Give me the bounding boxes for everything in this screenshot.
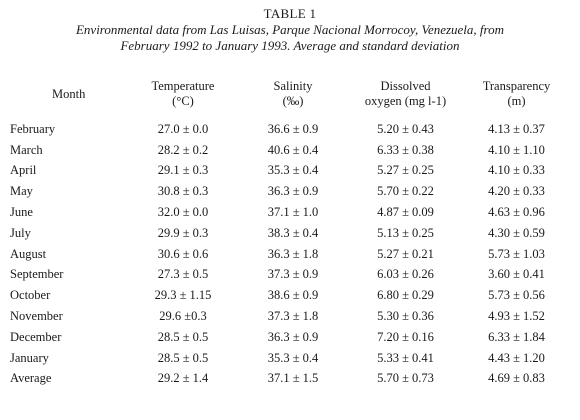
transparency-cell: 6.33 ± 1.84: [488, 329, 545, 344]
salinity-cell: 35.3 ± 0.4: [267, 163, 319, 178]
header-transparency: [463, 79, 570, 119]
temperature-cell: 30.6 ± 0.6: [157, 246, 209, 261]
table-body: [10, 119, 570, 389]
row-month: January: [10, 350, 49, 365]
temperature-cell: 29.6 ±0.3: [159, 309, 207, 324]
row-month: November: [10, 309, 63, 324]
row-month: December: [10, 329, 62, 344]
average-row: [10, 369, 570, 390]
salinity-cell: 36.6 ± 0.9: [267, 121, 319, 136]
temperature-cell: 27.3 ± 0.5: [157, 267, 209, 282]
transparency-cell: 4.10 ± 0.33: [488, 163, 545, 178]
oxygen-cell: 6.80 ± 0.29: [377, 288, 434, 303]
salinity-cell: 37.1 ± 1.5: [267, 371, 319, 386]
temperature-cell: 28.2 ± 0.2: [157, 142, 209, 157]
header-transparency-label: Transparency: [482, 79, 551, 93]
salinity-cell: 37.3 ± 0.9: [267, 267, 319, 282]
table-label: TABLE 1: [263, 6, 317, 21]
header-oxygen-label: Dissolved: [380, 79, 431, 93]
table-row: [10, 119, 570, 140]
oxygen-cell: 5.27 ± 0.25: [377, 163, 434, 178]
transparency-cell: 4.43 ± 1.20: [488, 350, 545, 365]
header-transparency-unit: (m): [507, 94, 526, 108]
transparency-cell: 3.60 ± 0.41: [488, 267, 545, 282]
header-salinity-unit: (‰): [282, 94, 304, 108]
transparency-cell: 4.10 ± 1.10: [488, 142, 545, 157]
header-temperature: [128, 79, 238, 119]
salinity-cell: 36.3 ± 1.8: [267, 246, 319, 261]
environmental-data-table: [10, 79, 570, 389]
row-month: February: [10, 121, 56, 136]
oxygen-cell: 6.33 ± 0.38: [377, 142, 434, 157]
header-temperature-label: Temperature: [151, 79, 215, 93]
row-month: September: [10, 267, 64, 282]
temperature-cell: 29.9 ± 0.3: [157, 225, 209, 240]
oxygen-cell: 4.87 ± 0.09: [377, 205, 434, 220]
transparency-cell: 5.73 ± 0.56: [488, 288, 545, 303]
temperature-cell: 29.1 ± 0.3: [157, 163, 209, 178]
table-row: [10, 327, 570, 348]
table-row: [10, 202, 570, 223]
transparency-cell: 5.73 ± 1.03: [488, 246, 545, 261]
transparency-cell: 4.69 ± 0.83: [488, 371, 545, 386]
transparency-cell: 4.20 ± 0.33: [488, 184, 545, 199]
header-salinity: [238, 79, 348, 119]
temperature-cell: 29.3 ± 1.15: [154, 288, 212, 303]
table-caption: [0, 6, 580, 54]
temperature-cell: 30.8 ± 0.3: [157, 184, 209, 199]
salinity-cell: 35.3 ± 0.4: [267, 350, 319, 365]
oxygen-cell: 6.03 ± 0.26: [377, 267, 434, 282]
transparency-cell: 4.93 ± 1.52: [488, 309, 545, 324]
oxygen-cell: 5.33 ± 0.41: [377, 350, 434, 365]
row-month: April: [10, 163, 37, 178]
salinity-cell: 36.3 ± 0.9: [267, 329, 319, 344]
table-row: [10, 285, 570, 306]
header-row: [10, 79, 570, 119]
table-row: [10, 244, 570, 265]
header-month-label: Month: [52, 87, 86, 101]
salinity-cell: 37.1 ± 1.0: [267, 205, 319, 220]
caption-line-1: Environmental data from Las Luisas, Parque Nacional Morrocoy, Venezuela, from: [75, 22, 505, 37]
temperature-cell: 28.5 ± 0.5: [157, 329, 209, 344]
table-row: [10, 181, 570, 202]
table-row: [10, 140, 570, 161]
row-month: May: [10, 184, 33, 199]
transparency-cell: 4.63 ± 0.96: [488, 205, 545, 220]
table-row: [10, 223, 570, 244]
salinity-cell: 40.6 ± 0.4: [267, 142, 319, 157]
row-month: October: [10, 288, 51, 303]
table-row: [10, 348, 570, 369]
table-row: [10, 265, 570, 286]
row-month: July: [10, 225, 31, 240]
row-month: June: [10, 205, 33, 220]
oxygen-cell: 5.70 ± 0.73: [377, 371, 434, 386]
caption-line-2: February 1992 to January 1993. Average and standard deviation: [120, 38, 460, 53]
row-month: Average: [10, 371, 52, 386]
row-month: March: [10, 142, 43, 157]
temperature-cell: 27.0 ± 0.0: [157, 121, 209, 136]
oxygen-cell: 5.27 ± 0.21: [377, 246, 434, 261]
header-oxygen: [348, 79, 463, 119]
temperature-cell: 29.2 ± 1.4: [157, 371, 209, 386]
temperature-cell: 28.5 ± 0.5: [157, 350, 209, 365]
oxygen-cell: 5.20 ± 0.43: [377, 121, 434, 136]
oxygen-cell: 5.30 ± 0.36: [377, 309, 434, 324]
header-oxygen-unit: oxygen (mg l-1): [364, 94, 447, 108]
table-row: [10, 161, 570, 182]
row-month: August: [10, 246, 47, 261]
header-month: [10, 79, 128, 119]
oxygen-cell: 7.20 ± 0.16: [377, 329, 434, 344]
transparency-cell: 4.30 ± 0.59: [488, 225, 545, 240]
salinity-cell: 38.3 ± 0.4: [267, 225, 319, 240]
salinity-cell: 37.3 ± 1.8: [267, 309, 319, 324]
salinity-cell: 38.6 ± 0.9: [267, 288, 319, 303]
header-salinity-label: Salinity: [273, 79, 313, 93]
oxygen-cell: 5.70 ± 0.22: [377, 184, 434, 199]
oxygen-cell: 5.13 ± 0.25: [377, 225, 434, 240]
header-temperature-unit: (°C): [172, 94, 194, 108]
temperature-cell: 32.0 ± 0.0: [157, 205, 209, 220]
transparency-cell: 4.13 ± 0.37: [488, 121, 545, 136]
table-row: [10, 306, 570, 327]
salinity-cell: 36.3 ± 0.9: [267, 184, 319, 199]
